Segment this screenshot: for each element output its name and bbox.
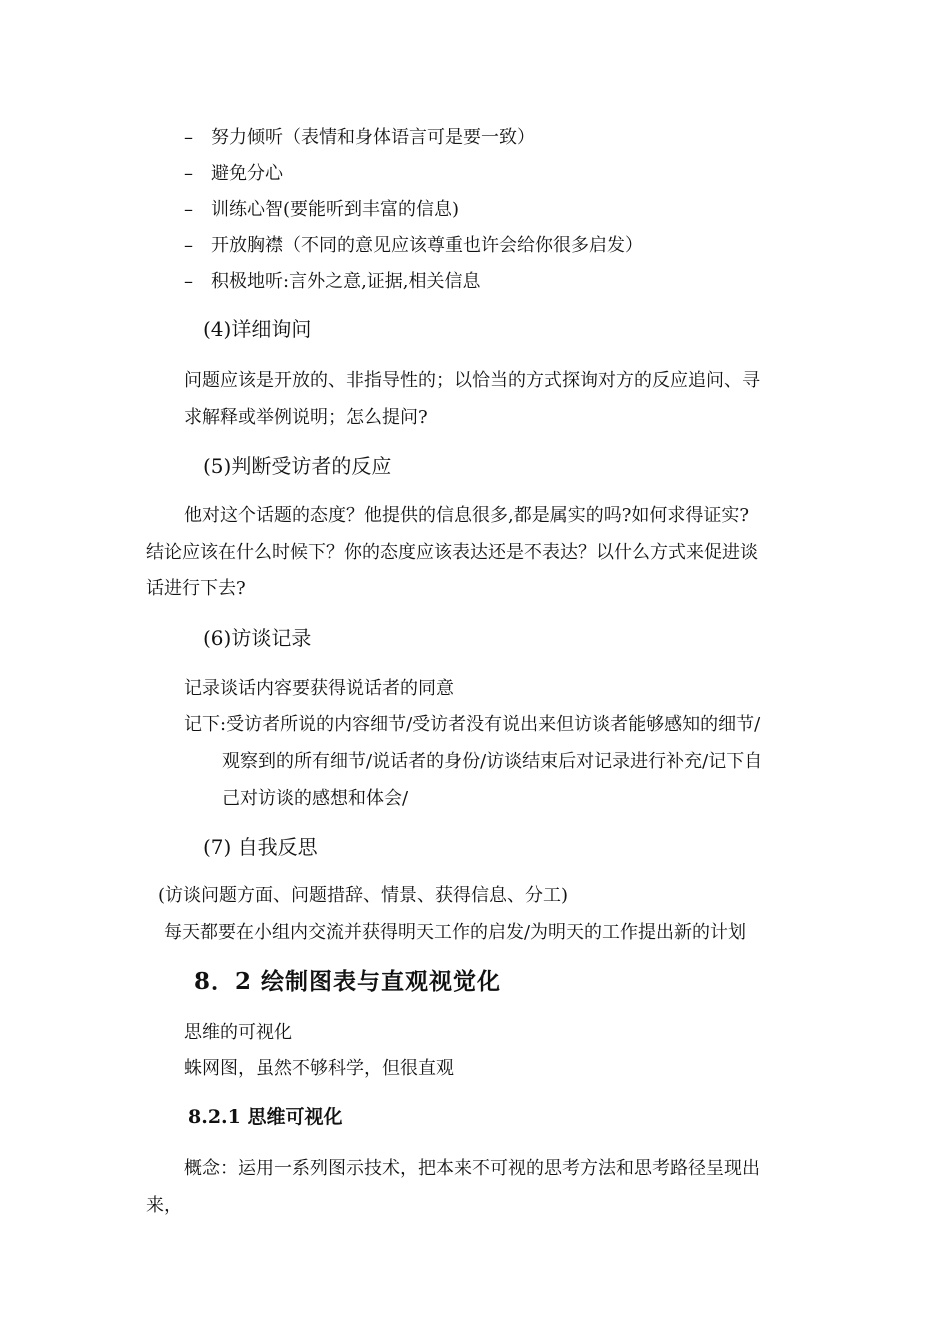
section-heading-7: (7) 自我反思 — [203, 835, 318, 859]
section-heading-4: (4)详细询问 — [203, 317, 312, 341]
paragraph-line: 求解释或举例说明；怎么提问? — [184, 407, 428, 428]
bullet-text: 努力倾听（表情和身体语言可是要一致） — [211, 127, 535, 148]
paragraph-line: 概念：运用一系列图示技术，把本来不可视的思考方法和思考路径呈现出 — [184, 1158, 760, 1179]
paragraph-line: 结论应该在什么时候下？你的态度应该表达还是不表达？以什么方式来促进谈 — [146, 542, 758, 563]
record-line: 己对访谈的感想和体会/ — [222, 788, 409, 809]
paragraph-line: 来， — [146, 1195, 182, 1216]
bullet-text: 避免分心 — [211, 163, 283, 184]
bullet-text: 积极地听:言外之意,证据,相关信息 — [211, 271, 481, 292]
section-heading-6: (6)访谈记录 — [203, 626, 312, 650]
record-line: 观察到的所有细节/说话者的身份/访谈结束后对记录进行补充/记下自 — [222, 751, 763, 772]
paragraph-line: 思维的可视化 — [184, 1022, 292, 1043]
paragraph-line: 记录谈话内容要获得说话者的同意 — [184, 678, 454, 699]
record-line: 记下:受访者所说的内容细节/受访者没有说出来但访谈者能够感知的细节/ — [184, 714, 761, 735]
paragraph-line: 话进行下去? — [146, 578, 246, 599]
bullet-dash: – — [184, 127, 193, 148]
section-heading-5: (5)判断受访者的反应 — [203, 454, 392, 478]
bullet-dash: – — [184, 271, 193, 292]
bullet-dash: – — [184, 199, 193, 220]
bullet-text: 训练心智(要能听到丰富的信息) — [211, 199, 460, 220]
bullet-dash: – — [184, 235, 193, 256]
subsection-heading-8-2-1: 8.2.1 思维可视化 — [188, 1106, 343, 1128]
paragraph-line: 他对这个话题的态度？他提供的信息很多,都是属实的吗?如何求得证实? — [184, 505, 750, 526]
paragraph-line: 问题应该是开放的、非指导性的；以恰当的方式探询对方的反应追问、寻 — [184, 370, 760, 391]
chapter-heading-8-2: 8．2 绘制图表与直观视觉化 — [194, 968, 502, 995]
paragraph-line: 蛛网图，虽然不够科学，但很直观 — [184, 1058, 454, 1079]
paragraph-line: (访谈问题方面、问题措辞、情景、获得信息、分工) — [158, 885, 569, 906]
paragraph-line: 每天都要在小组内交流并获得明天工作的启发/为明天的工作提出新的计划 — [164, 922, 747, 943]
bullet-text: 开放胸襟（不同的意见应该尊重也许会给你很多启发） — [211, 235, 643, 256]
bullet-dash: – — [184, 163, 193, 184]
